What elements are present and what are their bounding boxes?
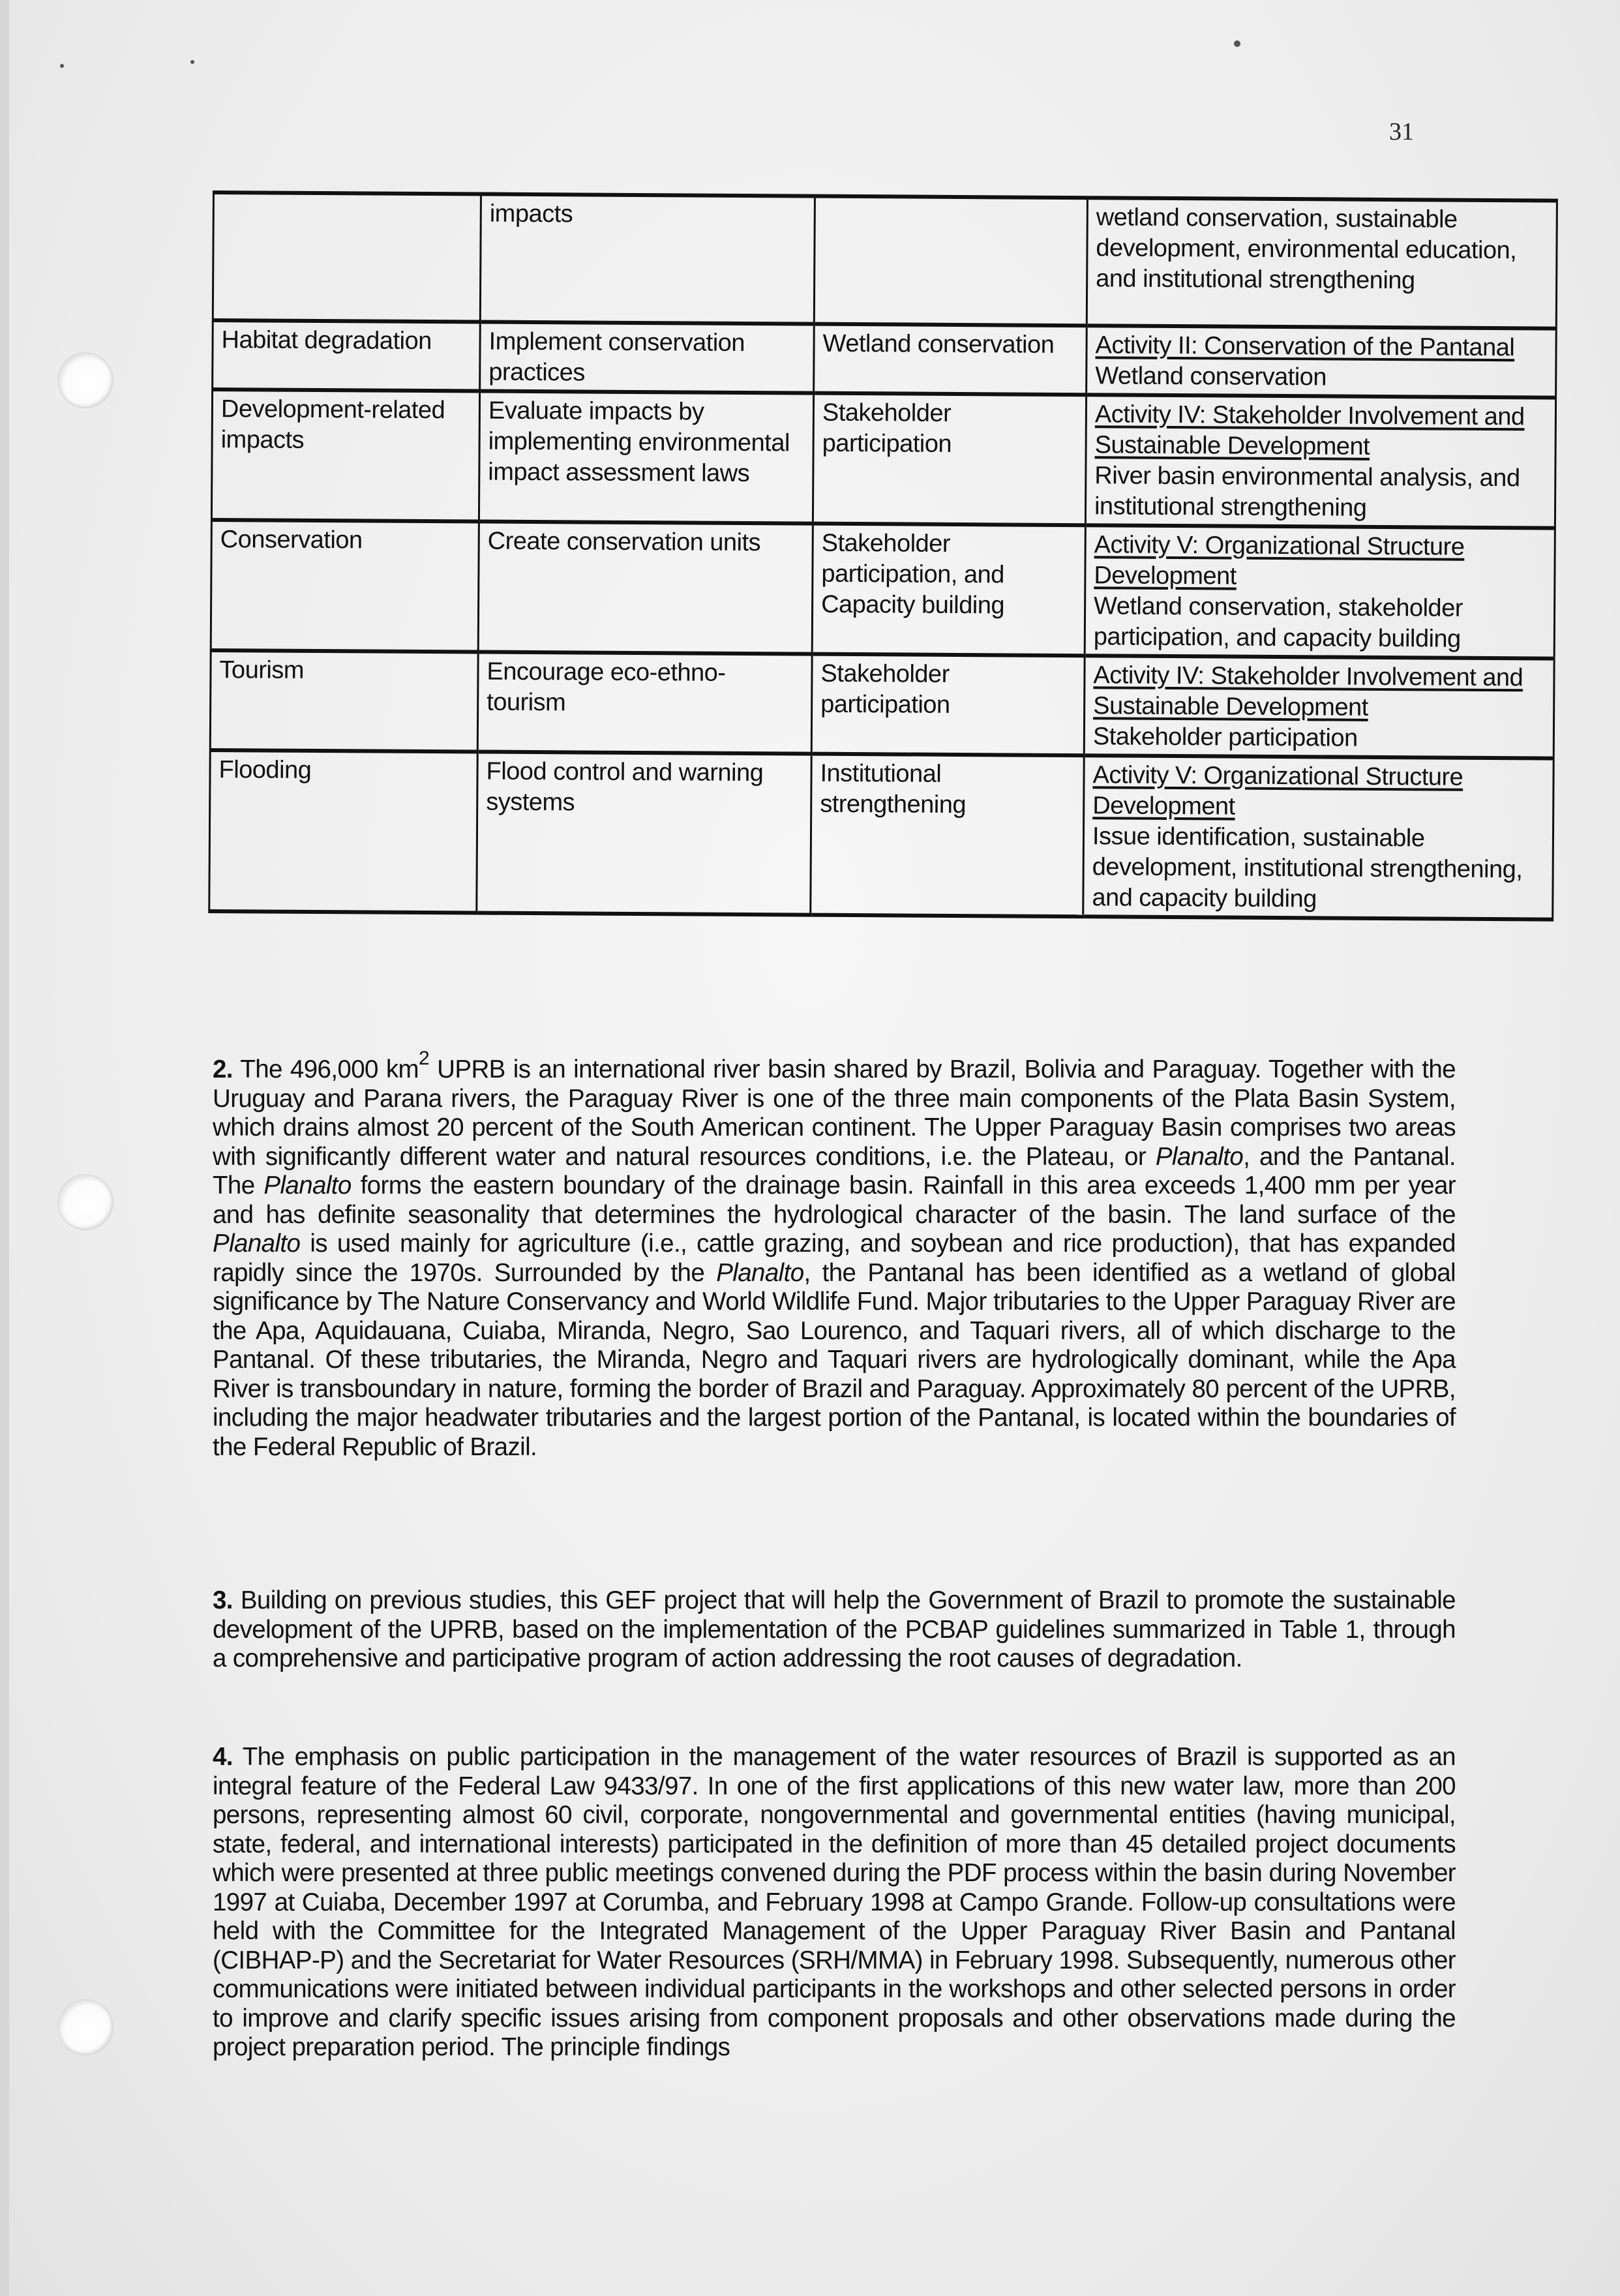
activity-detail: Issue identification, sustainable development, institutional strengthening, and capacity building [1092, 823, 1523, 913]
activity-detail: River basin environmental analysis, and institutional strengthening [1094, 462, 1520, 522]
paragraph-number: 2. [213, 1055, 233, 1083]
cell-activity [1083, 755, 1553, 919]
superscript: 2 [419, 1048, 430, 1069]
cell-guideline: impacts [480, 194, 815, 324]
activity-detail: Stakeholder participation [1092, 723, 1358, 752]
table-row [211, 520, 1555, 659]
cell-guideline: Flood control and warning systems [477, 751, 811, 914]
activity-title: Activity IV: Stakeholder Involvement and Sustainable Development [1094, 400, 1525, 461]
cell-component: Stakeholder participation [811, 654, 1085, 756]
paragraph-text: is used mainly for agriculture (i.e., cattle grazing, and soybean and rice production), that has expanded rapidly since the 1970s. Surrounded by the [213, 1230, 1456, 1287]
cell-guideline: Implement conservation practices [480, 322, 815, 393]
scan-speck [60, 64, 64, 68]
paragraph-number: 4. [213, 1743, 233, 1771]
cell-guideline: Evaluate impacts by implementing environmental impact assessment laws [479, 391, 813, 524]
cell-activity [1085, 525, 1555, 658]
cell-component: Institutional strengthening [811, 754, 1085, 917]
italic-term: Planalto [1155, 1142, 1244, 1171]
paragraph-text: , the Pantanal has been identified as a wetland of global significance by The Nature Conservancy and World Wildlife Fund. Major tributaries to the Upper Paraguay River are the Apa, Aquidauana, Cuiaba, Miranda, Negro, Sao Lourenco, and Taquari rivers, all of which discharge to the Pantanal. Of these tributaries, the Miranda, Negro and Taquari rivers are hydrologically dominant, while the Apa River is transboundary in nature, forming the border of Brazil and Paraguay. Approximately 80 percent of the UPRB, including the major headwater tributaries and the largest portion of the Pantanal, is located within the boundaries of the Federal Republic of Brazil. [213, 1258, 1456, 1461]
cell-component: Stakeholder participation, and Capacity building [812, 524, 1085, 656]
table-row [213, 320, 1557, 398]
paragraph-text: forms the eastern boundary of the drainage basin. Rainfall in this area exceeds 1,400 mm per year and has definite seasonality that determines the hydrological character of the basin. The land surface of the [213, 1171, 1456, 1229]
guidelines-table [208, 190, 1558, 922]
paragraph-text: UPRB is an international river basin shared by Brazil, Bolivia and Paraguay. Together with the Uruguay and Parana rivers, the Paraguay River is one of the three main components of the Plata Basin System, which drains almost 20 percent of the South American continent. The Upper Paraguay Basin comprises two areas with significantly different water and natural resources conditions, i.e. the Plateau, or [213, 1055, 1456, 1171]
page-edge-shadow [0, 0, 9, 2296]
cell-issue: Habitat degradation [213, 320, 481, 391]
cell-component: Wetland conservation [814, 324, 1087, 395]
punch-hole [57, 352, 113, 408]
cell-issue: Flooding [209, 750, 478, 913]
cell-issue [213, 192, 481, 322]
cell-issue: Development-related impacts [211, 389, 479, 522]
cell-component [814, 196, 1087, 326]
paragraph-3 [213, 1586, 1456, 1674]
punch-hole [57, 1174, 113, 1230]
scan-speck [1234, 40, 1240, 47]
scan-speck [190, 60, 194, 64]
paragraph-4 [213, 1743, 1456, 2062]
activity-detail: wetland conservation, sustainable development, environmental education, and institutional strengthening [1096, 204, 1517, 295]
cell-issue: Tourism [210, 650, 478, 752]
page-number: 31 [1389, 118, 1414, 145]
activity-detail: Wetland conservation, stakeholder participation, and capacity building [1093, 592, 1463, 653]
cell-activity [1084, 656, 1554, 758]
cell-activity [1087, 325, 1557, 397]
cell-activity [1087, 198, 1557, 328]
activity-title: Activity II: Conservation of the Pantanal [1095, 331, 1515, 362]
table-row [213, 192, 1557, 329]
table-row [209, 750, 1553, 920]
cell-guideline: Create conservation units [478, 522, 813, 654]
paragraph-text: The emphasis on public participation in the management of the water resources of Brazil is supported as an integral feature of the Federal Law 9433/97. In one of the first applications of this new water law, more than 200 persons, representing almost 60 civil, corporate, nongovernmental and governmental entities (having municipal, state, federal, and international interests) participated in the definition of more than 45 detailed project documents which were presented at three public meetings convened during the PDF process within the basin during November 1997 at Cuiaba, December 1997 at Corumba, and February 1998 at Campo Grande. Follow-up consultations were held with the Committee for the Integrated Management of the Upper Paraguay River Basin and Pantanal (CIBHAP-P) and the Secretariat for Water Resources (SRH/MMA) in February 1998. Subsequently, numerous other communications were initiated between individual participants in the workshops and other selected persons in order to improve and clarify specific issues arising from component proposals and other observations made during the project preparation period. The principle findings [213, 1743, 1456, 2061]
paragraph-text: Building on previous studies, this GEF project that will help the Government of Brazil to promote the sustainable development of the UPRB, based on the implementation of the PCBAP guidelines summarized in Table 1, through a comprehensive and participative program of action addressing the root causes of degradation. [213, 1586, 1456, 1672]
cell-activity [1085, 395, 1555, 528]
italic-term: Planalto [213, 1230, 301, 1258]
paragraph-number: 3. [213, 1586, 233, 1614]
punch-hole [57, 1999, 113, 2055]
activity-title: Activity IV: Stakeholder Involvement and Sustainable Development [1093, 661, 1523, 721]
cell-issue: Conservation [211, 520, 479, 652]
italic-term: Planalto [716, 1258, 804, 1287]
paragraph-text: , and the Pantanal. The [213, 1142, 1456, 1200]
activity-title: Activity V: Organizational Structure Development [1092, 761, 1463, 821]
paragraph-text: The 496,000 km [232, 1055, 419, 1083]
italic-term: Planalto [263, 1171, 352, 1200]
activity-title: Activity V: Organizational Structure Development [1094, 531, 1465, 590]
cell-guideline: Encourage eco-ethno-tourism [477, 652, 812, 754]
activity-detail: Wetland conservation [1095, 362, 1327, 391]
table-row [211, 389, 1555, 528]
paragraph-2 [213, 1048, 1456, 1462]
cell-component: Stakeholder participation [813, 393, 1086, 526]
table-row [210, 650, 1554, 759]
